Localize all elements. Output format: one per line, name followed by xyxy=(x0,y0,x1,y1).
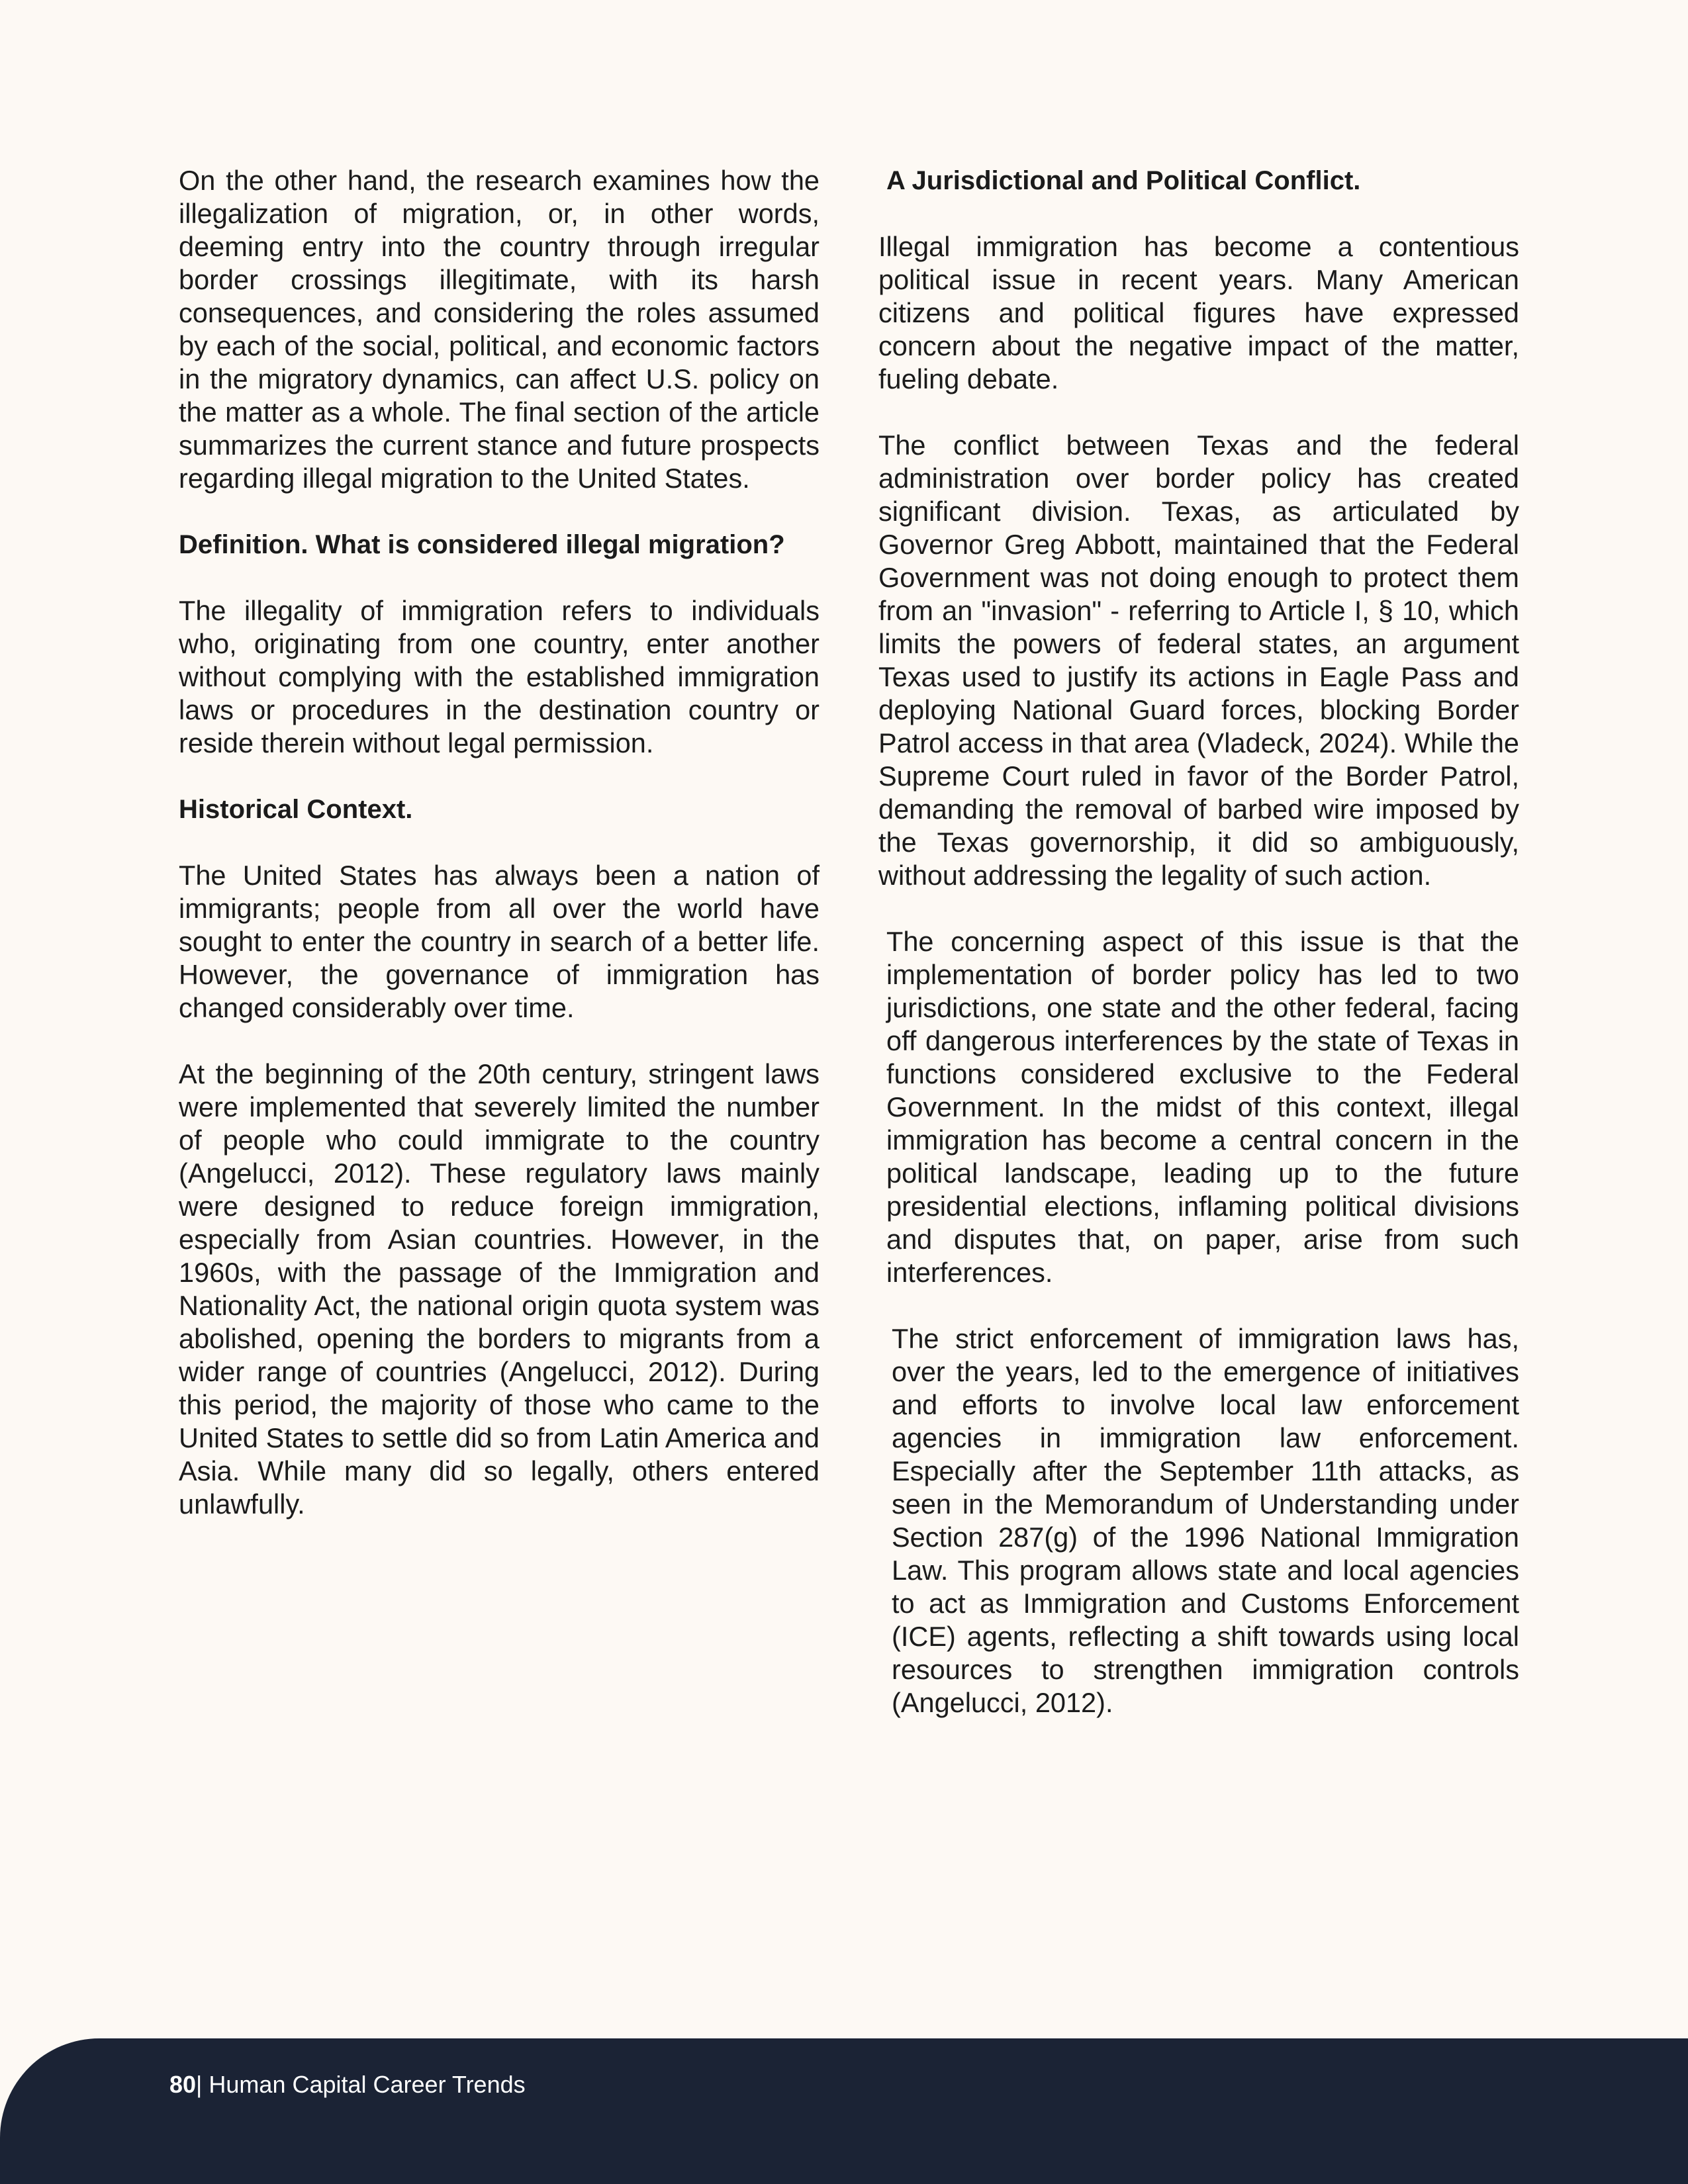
conflict-paragraph-3: The concerning aspect of this issue is that the implementation of border policy has led to two jurisdictions, one state and the other federal, facing off dangerous interferences by the state of Texas in functions considered exclusive to the Federal Government. In the midst of this context, illegal immigration has become a central concern in the political landscape, leading up to the future presidential elections, inflaming political divisions and disputes that, on paper, arise from such interferences. xyxy=(886,926,1519,1288)
footer-label xyxy=(169,2070,526,2099)
conflict-heading: A Jurisdictional and Political Conflict. xyxy=(886,166,1361,195)
definition-paragraph: The illegality of immigration refers to individuals who, originating from one country, enter another without complying with the established immigration laws or procedures in the destination country or reside therein without legal permission. xyxy=(179,595,820,758)
historical-paragraph-1: The United States has always been a nation of immigrants; people from all over the world have sought to enter the country in search of a better life. However, the governance of immigration has changed considerably over time. xyxy=(179,860,820,1023)
conflict-paragraph-1: Illegal immigration has become a contentious political issue in recent years. Many American citizens and political figures have expressed concern about the negative impact of the matter, fueling debate. xyxy=(878,231,1519,394)
historical-paragraph-2: At the beginning of the 20th century, stringent laws were implemented that severely limited the number of people who could immigrate to the country (Angelucci, 2012). These regulatory laws mainly were designed to reduce foreign immigration, especially from Asian countries. However, in the 1960s, with the passage of the Immigration and Nationality Act, the national origin quota system was abolished, opening the borders to migrants from a wider range of countries (Angelucci, 2012). During this period, the majority of those who came to the United States to settle did so from Latin America and Asia. While many did so legally, others entered unlawfully. xyxy=(179,1058,820,1520)
right-column xyxy=(878,164,1519,1752)
publication-name: Human Capital Career Trends xyxy=(202,2071,526,2098)
left-column xyxy=(179,164,820,1554)
footer-separator: | xyxy=(196,2071,203,2098)
intro-paragraph: On the other hand, the research examines how the illegalization of migration, or, in other words, deeming entry into the country through irregular border crossings illegitimate, with its harsh consequences, and considering the roles assumed by each of the social, political, and economic factors in the migratory dynamics, can affect U.S. policy on the matter as a whole. The final section of the article summarizes the current stance and future prospects regarding illegal migration to the United States. xyxy=(179,165,820,494)
footer-band xyxy=(0,2038,1688,2184)
page-number: 80 xyxy=(169,2071,197,2098)
definition-heading: Definition. What is considered illegal migration? xyxy=(179,530,785,559)
conflict-paragraph-4: The strict enforcement of immigration laws has, over the years, led to the emergence of initiatives and efforts to involve local law enforcement agencies in immigration law enforcement. Especially after the September 11th attacks, as seen in the Memorandum of Understanding under Section 287(g) of the 1996 National Immigration Law. This program allows state and local agencies to act as Immigration and Customs Enforcement (ICE) agents, reflecting a shift towards using local resources to strengthen immigration controls (Angelucci, 2012). xyxy=(892,1323,1519,1718)
conflict-paragraph-2: The conflict between Texas and the federal administration over border policy has created significant division. Texas, as articulated by Governor Greg Abbott, maintained that the Federal Government was not doing enough to protect them from an "invasion" - referring to Article I, § 10, which limits the powers of federal states, an argument Texas used to justify its actions in Eagle Pass and deploying National Guard forces, blocking Border Patrol access in that area (Vladeck, 2024). While the Supreme Court ruled in favor of the Border Patrol, demanding the removal of barbed wire imposed by the Texas governorship, it did so ambiguously, without addressing the legality of such action. xyxy=(878,430,1519,891)
historical-context-heading: Historical Context. xyxy=(179,795,413,824)
